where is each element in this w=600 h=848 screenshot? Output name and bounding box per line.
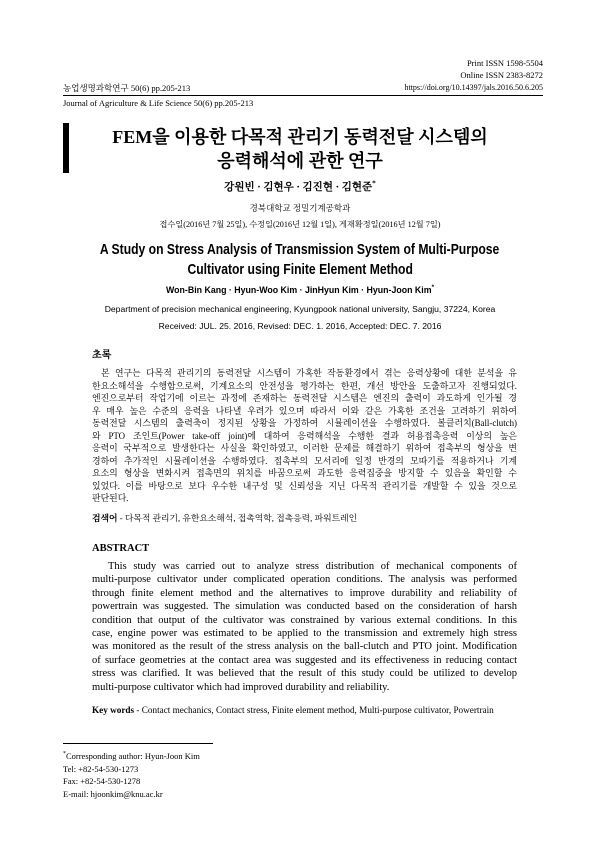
dates-en: Received: JUL. 25. 2016, Revised: DEC. 1. 2016, Accepted: DEC. 7. 2016 [158, 321, 442, 331]
journal-citation-ko: 농업생명과학연구 50(6) pp.205-213 [63, 83, 191, 93]
corresponding-mark-ko: * [372, 178, 376, 188]
abstract-en-line: multi-purpose cultivator which had improved durability and reliability. [92, 681, 390, 693]
abstract-ko-line: 와 PTO 조인트(Power take-off joint)에 대하여 응력해석을 수행한 결과 허용접촉응력 이상의 높은 [92, 430, 517, 441]
abstract-en-line: through finite element method and the alternatives to improve durability and reliability of [92, 587, 517, 599]
footnote-corresponding [63, 750, 200, 763]
journal-citation-en: Journal of Agriculture & Life Science 50(6) pp.205-213 [63, 98, 254, 108]
footnote-email[interactable]: E-mail: hjoonkim@knu.ac.kr [63, 789, 163, 800]
abstract-ko-line: 동력전달 시스템의 출력축이 정지된 상황을 가정하여 시뮬레이션을 수행하였다. 볼클러치(Ball-clutch) [92, 418, 517, 428]
affiliation-ko: 경북대학교 정밀기계공학과 [249, 203, 351, 213]
abstract-en-line: stress was clarified. It was believed that the result of this study could be utilized to develop [92, 668, 517, 680]
footnote [63, 750, 200, 801]
keywords-en [92, 704, 494, 717]
keywords-en-label: Key words [92, 705, 135, 715]
authors-ko [0, 178, 600, 195]
abstract-en-line: This study was carried out to analyze stress distribution of mechanical components of [108, 561, 517, 572]
footnote-rule [63, 743, 213, 744]
doi-link[interactable]: https://doi.org/10.14397/jals.2016.50.6.205 [404, 83, 543, 92]
abstract-en-line: multi-purpose cultivator under complicated operation conditions. The analysis was performed [92, 574, 517, 586]
abstract-ko-line: 요소의 형상을 변화시켜 접촉면의 위치를 바꿈으로써 과도한 응력집중을 방지할 수 있음을 확인할 수 [92, 468, 517, 478]
keywords-en-terms: - Contact mechanics, Contact stress, Finite element method, Multi-purpose cultivator, Powertrain [136, 705, 494, 715]
dates-ko: 접수일(2016년 7월 25일), 수정일(2016년 12월 1일), 게재확정일(2016년 12월 7일) [159, 220, 441, 229]
keywords-ko-label: 검색어 [92, 513, 118, 523]
abstract-en-line: of surface geometries at the contact area was suggested and its effectiveness in reducing contact [92, 654, 517, 666]
footnote-corresponding-text: Corresponding author: Hyun-Joon Kim [65, 751, 200, 761]
abstract-en-body [92, 560, 517, 694]
abstract-ko-line: 판단된다. [92, 493, 129, 503]
footnote-mark: * [63, 751, 66, 758]
online-issn: Online ISSN 2383-8272 [460, 70, 543, 80]
print-issn: Print ISSN 1598-5504 [466, 58, 543, 68]
abstract-ko-line: 엔진으로부터 작업기에 이르는 과정에 존재하는 동력전달 시스템은 엔진의 출력이 과도하게 인가될 경 [92, 393, 517, 403]
header-rule [63, 95, 543, 96]
footnote-tel: Tel: +82-54-530-1273 [63, 763, 139, 774]
abstract-ko-body [92, 367, 517, 505]
abstract-ko-line: 우 매우 높은 수준의 응력을 나타낼 우려가 있으며 따라서 이와 같은 가혹한 조건을 고려하기 위하여 [92, 405, 517, 416]
title-en-text: Cultivator using Finite Element Method [187, 261, 413, 278]
abstract-ko-line: 본 연구는 다목적 관리기의 동력전달 시스템이 가혹한 작동환경에서 겪는 응력상황에 대한 분석을 유 [101, 368, 517, 378]
affiliation-en: Department of precision mechanical engineering, Kyungpook national university, Sangju, 37224, Korea [104, 304, 496, 314]
abstract-en-line: powertrain was suggested. The simulation was conducted based on the consideration of harsh [92, 601, 517, 613]
abstract-en-line: case, engine power was estimated to be applied to the transmission and extremely high stress [92, 627, 517, 639]
keywords-ko-terms: - 다목적 관리기, 유한요소해석, 접촉역학, 접촉응력, 파워트레인 [119, 513, 358, 523]
authors-ko-names: 강원빈 · 김현우 · 김진현 · 김현준 [224, 182, 373, 193]
abstract-en-line: condition that output of the cultivator was constrained by various external conditions. In this [92, 614, 517, 626]
abstract-ko-line: 응력이 국부적으로 발생한다는 사실을 확인하였고, 이러한 문제를 해결하기 위하여 접촉부의 형상을 변 [92, 443, 517, 453]
title-en-text: A Study on Stress Analysis of Transmission System of Multi-Purpose [100, 241, 500, 258]
abstract-ko-heading: 초록 [92, 350, 112, 361]
keywords-ko [92, 512, 357, 524]
title-en-line [0, 260, 600, 279]
abstract-en-heading: ABSTRACT [92, 543, 150, 554]
footnote-fax: Fax: +82-54-530-1278 [63, 776, 141, 787]
authors-en [0, 284, 600, 297]
authors-en-names: Won-Bin Kang · Hyun-Woo Kim · JinHyun Kim · Hyun-Joon Kim [166, 285, 432, 295]
abstract-en-line: was monitored as the result of the stress analysis on the ball-clutch and PTO joint. Modification [92, 641, 517, 653]
abstract-ko-line: 있었다. 이를 바탕으로 보다 우수한 내구성 및 신뢰성을 지닌 다목적 관리기를 개발할 수 있을 것으로 [92, 480, 517, 491]
abstract-ko-line: 경하여 추가적인 시뮬레이션을 수행하였다. 접촉부의 모서리에 일정 반경의 모따기를 적용하거나 기계 [92, 455, 517, 466]
corresponding-mark-en: * [431, 284, 434, 292]
title-ko-line: FEM을 이용한 다목적 관리기 동력전달 시스템의 [112, 127, 488, 147]
title-en-line [0, 240, 600, 259]
abstract-ko-line: 한요소해석을 수행함으로써, 기계요소의 안전성을 평가하는 한편, 개선 방안을 도출하고자 진행되었다. [92, 380, 517, 391]
title-ko-line: 응력해석에 관한 연구 [217, 151, 383, 171]
